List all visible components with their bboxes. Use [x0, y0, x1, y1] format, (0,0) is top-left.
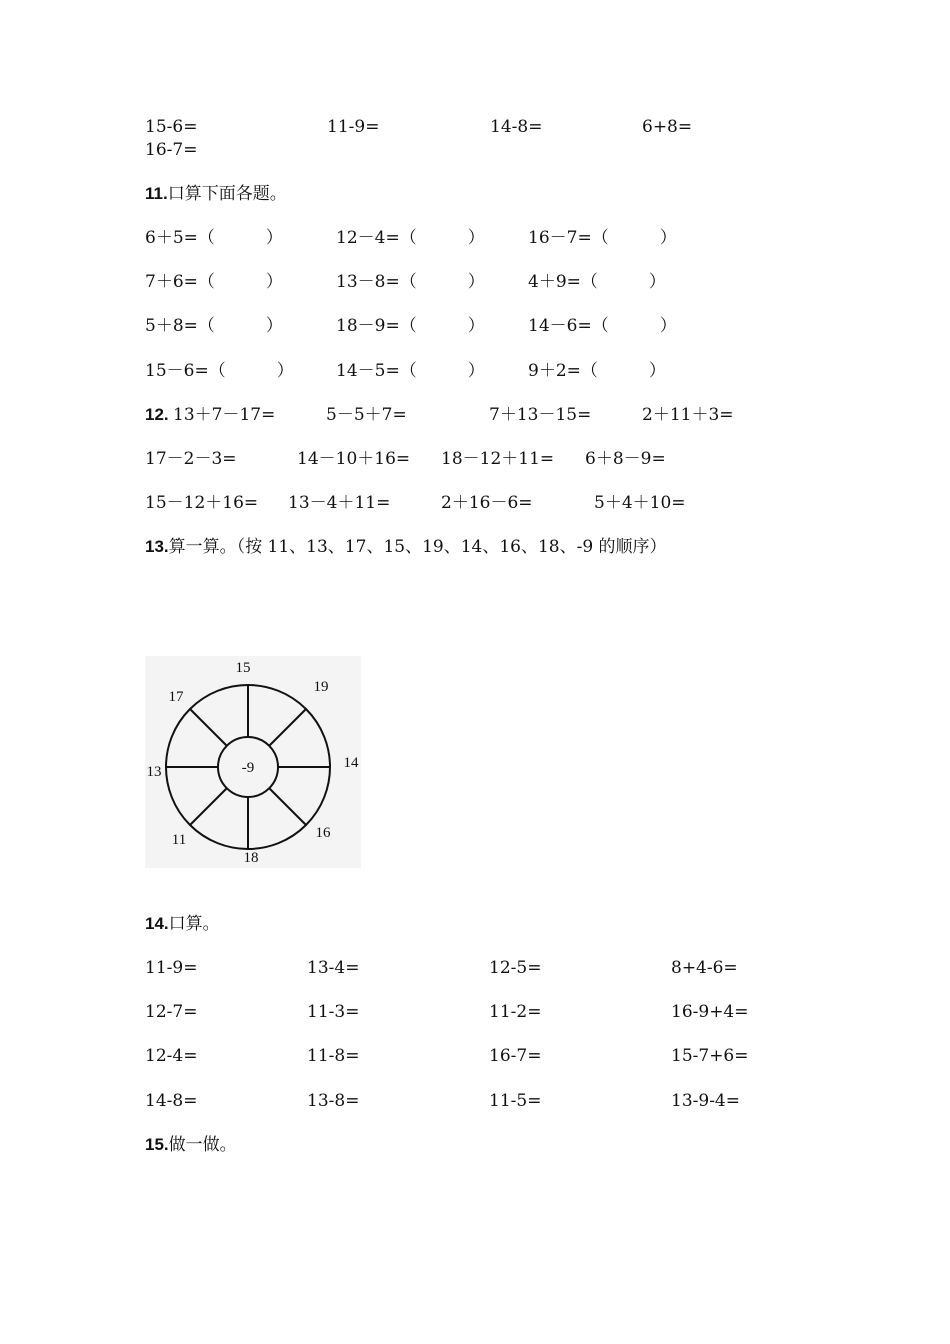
- problem: 16－7=（ ）: [528, 228, 677, 248]
- problem: 12-4=: [145, 1046, 198, 1066]
- wheel-label: 17: [168, 689, 184, 705]
- wheel-label: 19: [313, 679, 329, 695]
- problem: 5＋4＋10=: [594, 493, 686, 513]
- spoke: [269, 709, 306, 746]
- problem: 13-8=: [307, 1091, 360, 1111]
- problem: 15－6=（ ）: [145, 361, 294, 381]
- problem: 13-9-4=: [671, 1091, 740, 1111]
- problem: 12-7=: [145, 1002, 198, 1022]
- problem: 11-8=: [307, 1046, 360, 1066]
- question-number: 12.: [145, 405, 169, 424]
- problem: 11-5=: [489, 1091, 542, 1111]
- problem: 6+8=: [642, 117, 693, 137]
- problem: 7＋6=（ ）: [145, 272, 283, 292]
- calculation-wheel: [145, 656, 361, 868]
- problem: 14－6=（ ）: [528, 316, 677, 336]
- problem: 15-7+6=: [671, 1046, 749, 1066]
- spoke: [190, 788, 227, 825]
- question-number: 14.: [145, 914, 169, 933]
- problem: 18－12＋11=: [441, 449, 555, 469]
- problem: 13-4=: [307, 958, 360, 978]
- spoke: [190, 709, 227, 746]
- question-number: 13.: [145, 537, 169, 556]
- question-number: 15.: [145, 1135, 169, 1154]
- problem: 13－8=（ ）: [336, 272, 485, 292]
- spoke: [269, 788, 306, 825]
- problem: 12-5=: [489, 958, 542, 978]
- problem: 9＋2=（ ）: [528, 361, 666, 381]
- wheel-label: 15: [235, 660, 251, 676]
- question-title: 做一做。: [168, 1135, 237, 1155]
- question-13-heading: [145, 536, 667, 558]
- problem: 16-7=: [145, 140, 198, 160]
- problem: 14-8=: [145, 1091, 198, 1111]
- wheel-label: 11: [171, 832, 187, 848]
- problem: 12－4=（ ）: [336, 228, 485, 248]
- problem: 4＋9=（ ）: [528, 272, 666, 292]
- problem: 6＋5=（ ）: [145, 228, 283, 248]
- problem: 5－5＋7=: [326, 405, 407, 425]
- problem: 16-7=: [489, 1046, 542, 1066]
- question-number: 11.: [145, 184, 168, 203]
- wheel-center: -9: [241, 760, 255, 776]
- wheel-label: 16: [315, 825, 331, 841]
- problem: 2＋16－6=: [441, 493, 533, 513]
- problem: 8+4-6=: [671, 958, 738, 978]
- question-title: 口算下面各题。: [167, 184, 287, 204]
- problem: 18－9=（ ）: [336, 316, 485, 336]
- problem: 11-3=: [307, 1002, 360, 1022]
- question-title: 算一算。（按 11、13、17、15、19、14、16、18、-9 的顺序）: [168, 537, 667, 557]
- question-11-heading: [145, 183, 287, 205]
- problem: 17－2－3=: [145, 449, 237, 469]
- question-15-heading: [145, 1134, 237, 1156]
- wheel-label: 14: [343, 755, 359, 771]
- wheel-label: 18: [243, 850, 259, 866]
- problem: 14－5=（ ）: [336, 361, 485, 381]
- problem: 13－4＋11=: [288, 493, 391, 513]
- question-title: 口算。: [168, 914, 220, 934]
- problem: 6＋8－9=: [585, 449, 666, 469]
- problem: 14-8=: [490, 117, 543, 137]
- problem: 7＋13－15=: [489, 405, 592, 425]
- problem: 5＋8=（ ）: [145, 316, 283, 336]
- wheel-diagram: [145, 656, 361, 868]
- problem: 16-9+4=: [671, 1002, 749, 1022]
- problem: 13＋7－17=: [173, 405, 276, 425]
- problem: 11-9=: [145, 958, 198, 978]
- problem: 14－10＋16=: [297, 449, 411, 469]
- problem: 2＋11＋3=: [642, 405, 734, 425]
- problem: 11-9=: [327, 117, 380, 137]
- problem: 11-2=: [489, 1002, 542, 1022]
- problem: 15-6=: [145, 117, 198, 137]
- problem: 15－12＋16=: [145, 493, 259, 513]
- wheel-label: 13: [146, 764, 162, 780]
- question-14-heading: [145, 913, 220, 935]
